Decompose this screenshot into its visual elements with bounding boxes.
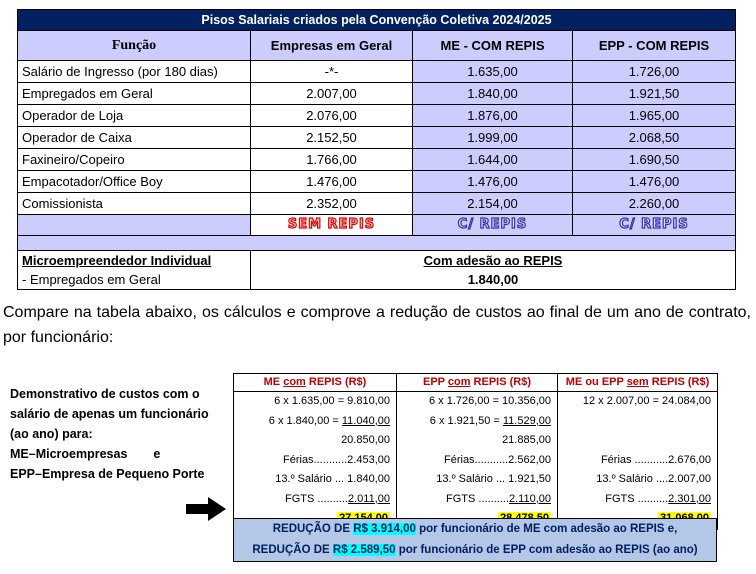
calc-line: 6 x 1.635,00 = 9.810,00 <box>274 395 390 407</box>
header-me-com: ME com REPIS (R$) <box>234 374 397 392</box>
row-me: 1.644,00 <box>413 149 573 171</box>
calc-13-salario: 13.º Salário ... 1.921,50 <box>436 473 551 485</box>
micro-value-cell <box>251 251 736 290</box>
micro-adesao: Com adesão ao REPIS <box>423 253 563 268</box>
calc-fgts: FGTS ..........2.011,00 <box>285 492 390 505</box>
header-sem: ME ou EPP sem REPIS (R$) <box>558 374 718 392</box>
row-me: 1.876,00 <box>413 105 573 127</box>
repis-spacer <box>18 215 251 236</box>
row-funcao: Salário de Ingresso (por 180 dias) <box>18 61 251 83</box>
row-me: 1.635,00 <box>413 61 573 83</box>
calc-line: 6 x 1.726,00 = 10.356,00 <box>428 395 551 407</box>
blank-row <box>18 236 736 251</box>
table-row <box>18 171 736 193</box>
calc-subtotal: 20.850,00 <box>341 434 390 446</box>
table-row <box>18 61 736 83</box>
row-funcao: Comissionista <box>18 193 251 215</box>
row-me: 1.476,00 <box>413 171 573 193</box>
table-row <box>18 149 736 171</box>
sem-repis-label: SEM REPIS <box>251 215 413 236</box>
reduction-summary <box>233 518 717 562</box>
me-com-repis-label: C/ REPIS <box>413 215 573 236</box>
row-geral: 2.152,50 <box>251 127 413 149</box>
summary-epp: REDUÇÃO DE R$ 2.589,50 por funcionário de EPP com adesão ao REPIS (ao ano) <box>252 544 698 556</box>
row-funcao: Empacotador/Office Boy <box>18 171 251 193</box>
cost-table <box>233 373 718 530</box>
row-funcao: Operador de Caixa <box>18 127 251 149</box>
row-funcao: Faxineiro/Copeiro <box>18 149 251 171</box>
calc-line: 12 x 2.007,00 = 24.084,00 <box>582 395 711 407</box>
sem-cost-column <box>558 392 718 530</box>
row-epp: 2.260,00 <box>573 193 736 215</box>
row-me: 1.999,00 <box>413 127 573 149</box>
arrow-right-icon <box>186 497 226 521</box>
table-row <box>18 193 736 215</box>
row-epp: 2.068,50 <box>573 127 736 149</box>
calc-subtotal: 21.885,00 <box>502 434 551 446</box>
row-funcao: Empregados em Geral <box>18 83 251 105</box>
me-cost-column <box>234 392 397 530</box>
table-row <box>18 127 736 149</box>
header-funcao: Função <box>18 31 251 61</box>
intro-paragraph: Compare na tabela abaixo, os cálculos e comprove a redução de custos ao final de um ano de contrato, por funcionário: <box>3 304 751 346</box>
header-me-com-repis: ME - COM REPIS <box>413 31 573 61</box>
row-geral: 1.766,00 <box>251 149 413 171</box>
row-epp: 1.726,00 <box>573 61 736 83</box>
demo-description <box>10 384 220 484</box>
demo-line <box>10 444 220 464</box>
calc-fgts: FGTS ..........2.110,00 <box>446 492 551 505</box>
demo-e: e <box>153 447 161 461</box>
calc-ferias: Férias ...........2.676,00 <box>600 453 711 466</box>
micro-cell <box>18 251 251 290</box>
micro-value: 1.840,00 <box>467 272 519 287</box>
demo-line: salário de apenas um funcionário <box>10 407 209 421</box>
calc-fgts: FGTS ..........2.301,00 <box>605 492 711 505</box>
demo-me: ME–Microempresas <box>10 447 128 461</box>
row-epp: 1.690,50 <box>573 149 736 171</box>
calc-13-salario: 13.º Salário ....2.007,00 <box>596 473 711 485</box>
demo-line: Demonstrativo de custos com o <box>10 387 200 401</box>
table-row <box>18 83 736 105</box>
epp-cost-column <box>397 392 558 530</box>
row-epp: 1.921,50 <box>573 83 736 105</box>
header-empresas-geral: Empresas em Geral <box>251 31 413 61</box>
micro-label: Microempreendedor Individual <box>22 253 212 268</box>
table-row <box>18 105 736 127</box>
row-me: 1.840,00 <box>413 83 573 105</box>
demo-line: (ao ano) para: <box>10 427 93 441</box>
calc-ferias: Férias...........2.453,00 <box>283 453 390 466</box>
calc-ferias: Férias...........2.562,00 <box>444 453 551 466</box>
row-geral: -*- <box>251 61 413 83</box>
row-funcao: Operador de Loja <box>18 105 251 127</box>
row-epp: 1.965,00 <box>573 105 736 127</box>
salary-floor-table <box>17 9 736 290</box>
table-title: Pisos Salariais criados pela Convenção Coletiva 2024/2025 <box>18 10 736 31</box>
row-geral: 2.352,00 <box>251 193 413 215</box>
row-epp: 1.476,00 <box>573 171 736 193</box>
calc-line: 6 x 1.921,50 = 11.529,00 <box>429 414 551 427</box>
row-me: 2.154,00 <box>413 193 573 215</box>
summary-me: REDUÇÃO DE R$ 3.914,00 por funcionário de ME com adesão ao REPIS e, <box>272 523 678 535</box>
header-epp-com-repis: EPP - COM REPIS <box>573 31 736 61</box>
calc-13-salario: 13.º Salário ... 1.840,00 <box>275 473 390 485</box>
header-epp-com: EPP com REPIS (R$) <box>397 374 558 392</box>
row-geral: 2.007,00 <box>251 83 413 105</box>
micro-sub: - Empregados em Geral <box>22 272 161 287</box>
demo-line: EPP–Empresa de Pequeno Porte <box>10 467 205 481</box>
epp-com-repis-label: C/ REPIS <box>573 215 736 236</box>
calc-line: 6 x 1.840,00 = 11.040,00 <box>268 414 390 427</box>
row-geral: 1.476,00 <box>251 171 413 193</box>
row-geral: 2.076,00 <box>251 105 413 127</box>
